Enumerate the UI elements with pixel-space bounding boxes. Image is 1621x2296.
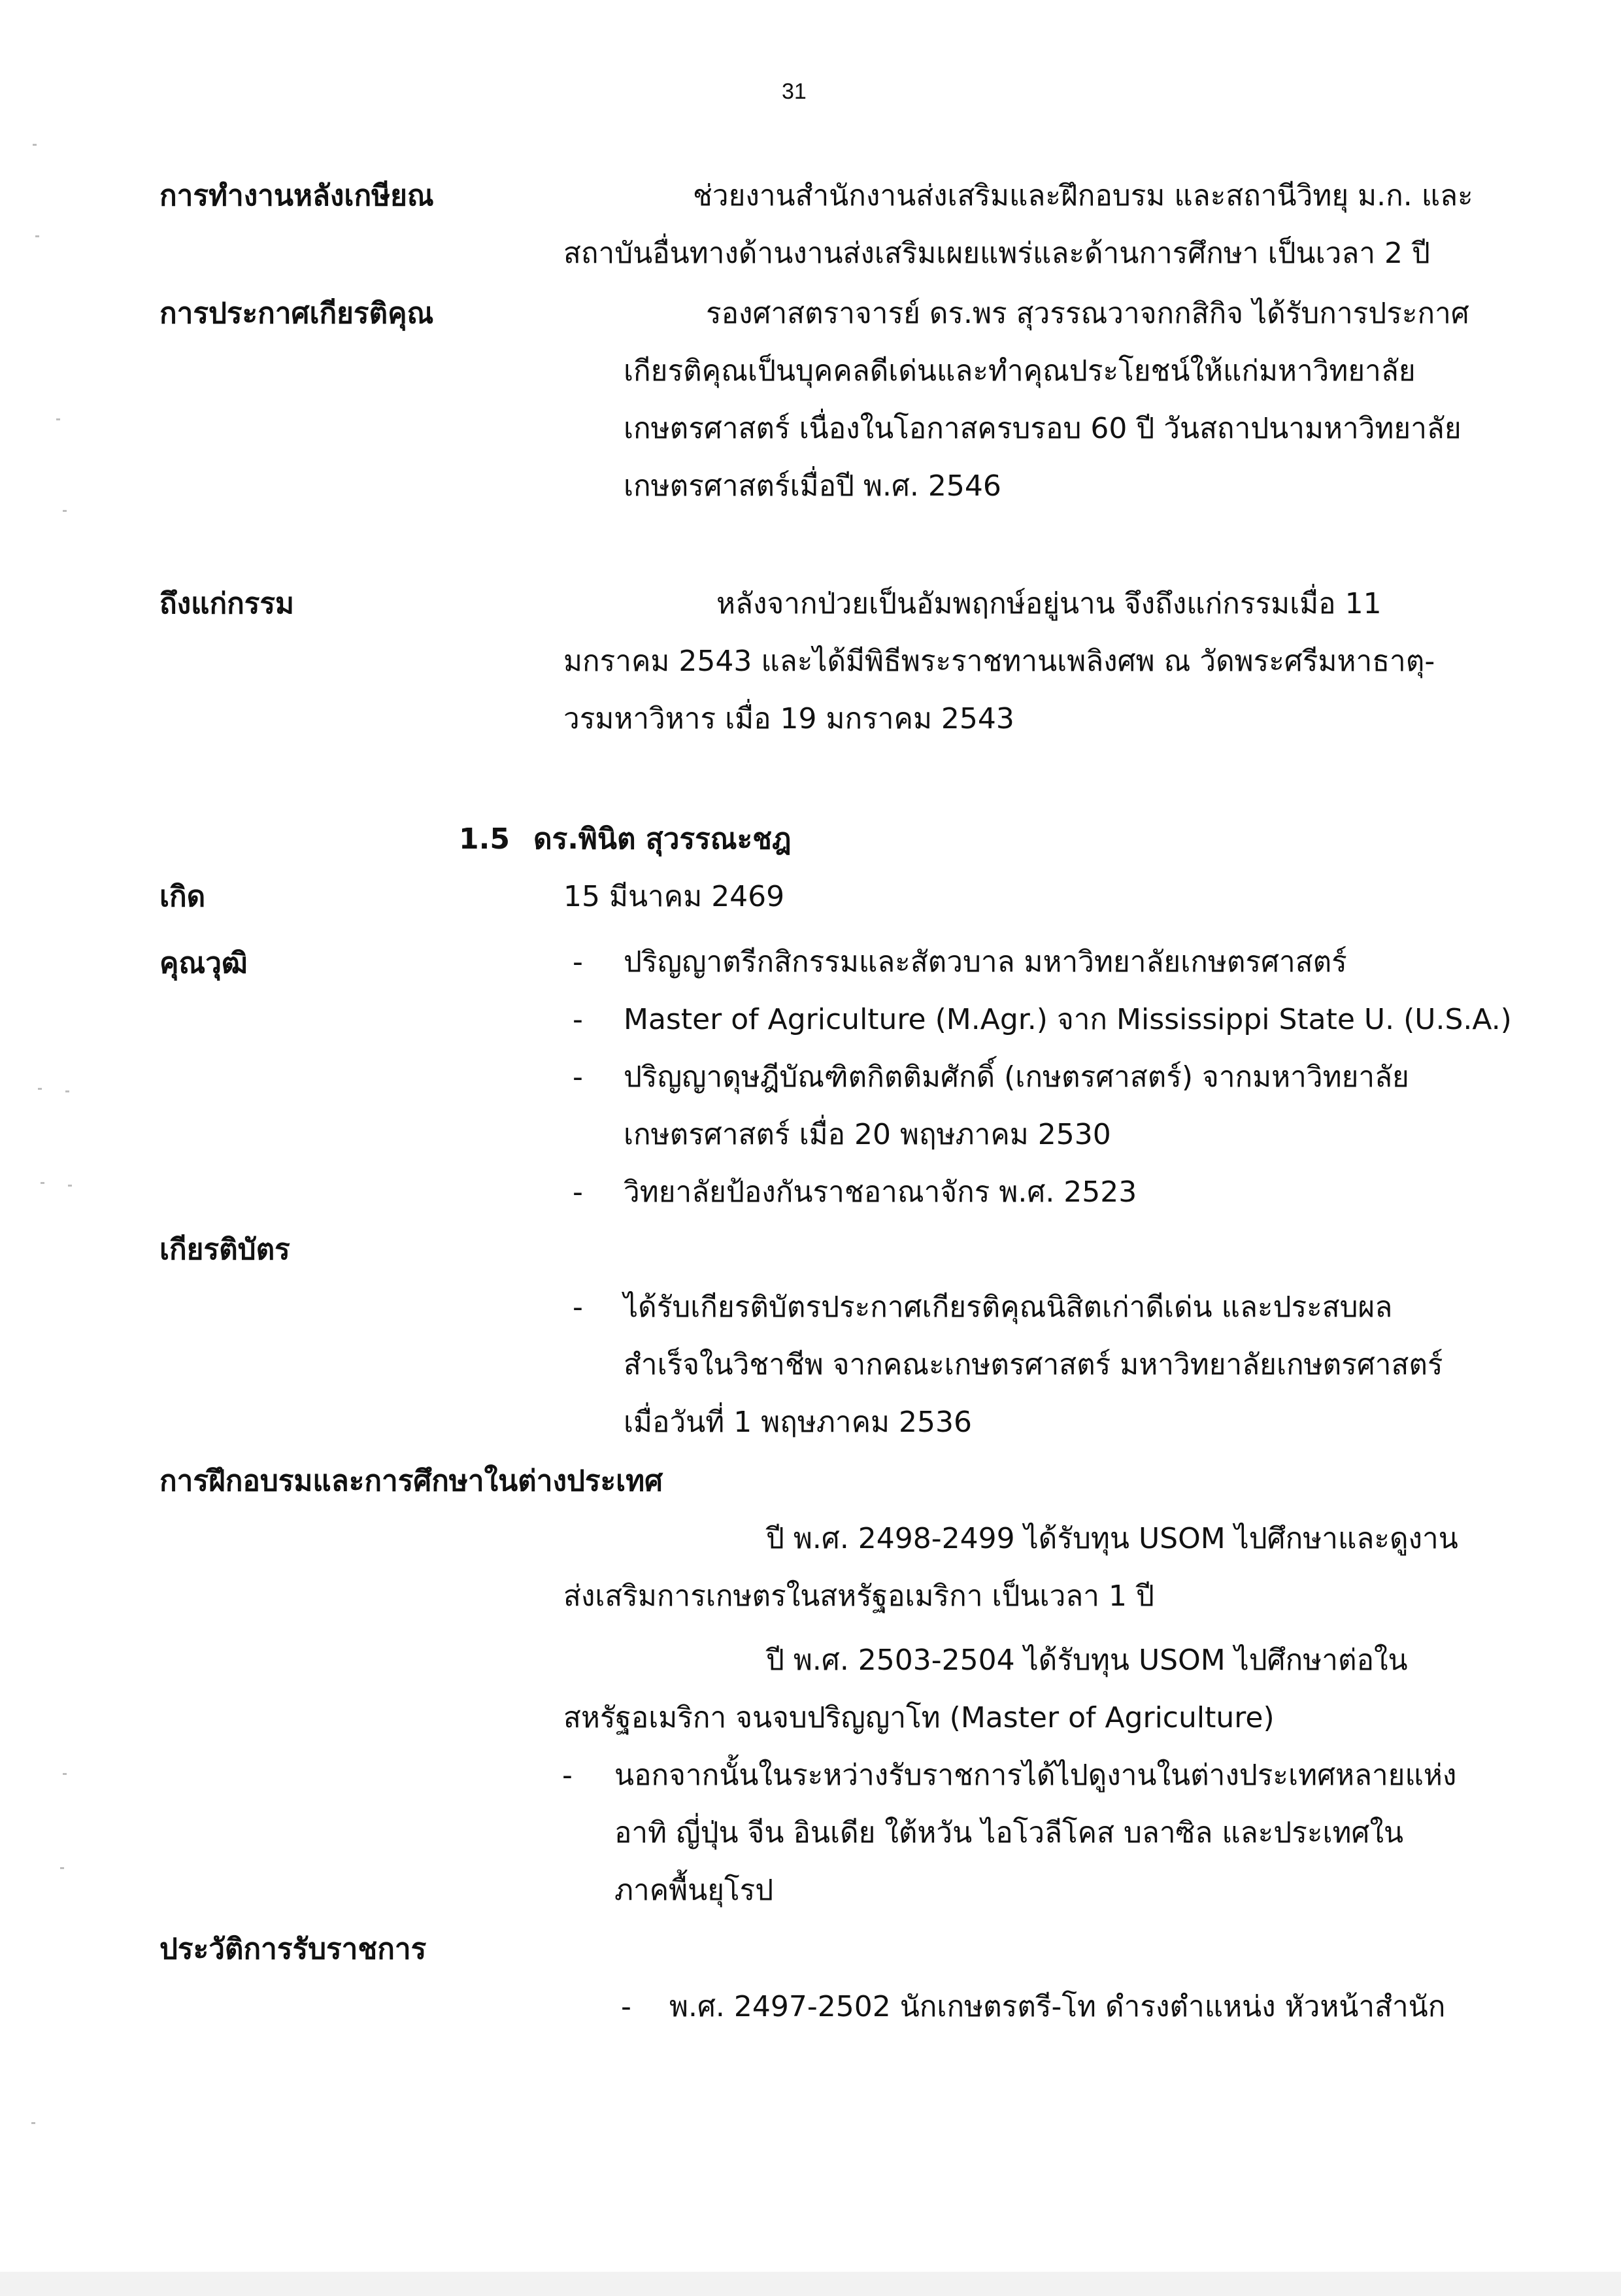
qualification-item: เกษตรศาสตร์ เมื่อ 20 พฤษภาคม 2530	[624, 1118, 1111, 1151]
bullet-dash: -	[562, 1759, 573, 1792]
scan-speck	[56, 418, 60, 420]
bullet-dash: -	[573, 945, 583, 979]
scan-bottom-edge	[0, 2272, 1621, 2296]
scan-speck	[63, 510, 67, 512]
bullet-dash: -	[573, 1175, 583, 1209]
qualifications-heading: คุณวุฒิ	[159, 947, 248, 980]
death-line: หลังจากป่วยเป็นอัมพฤกษ์อยู่นาน จึงถึงแก่กรรมเมื่อ 11	[716, 587, 1382, 620]
qualification-item: ปริญญาตรีกสิกรรมและสัตวบาล มหาวิทยาลัยเกษตรศาสตร์	[624, 945, 1347, 979]
section-number: 1.5	[459, 822, 510, 856]
honor-line: เกษตรศาสตร์ เนื่องในโอกาสครบรอบ 60 ปี วันสถาปนามหาวิทยาลัย	[624, 412, 1462, 445]
death-line: มกราคม 2543 และได้มีพิธีพระราชทานเพลิงศพ ณ วัดพระศรีมหาธาตุ-	[563, 645, 1435, 678]
honor-heading: การประกาศเกียรติคุณ	[159, 297, 434, 330]
service-line: พ.ศ. 2497-2502 นักเกษตรตรี-โท ดำรงตำแหน่ง หัวหน้าสำนัก	[669, 1990, 1446, 2023]
retirement-heading: การทำงานหลังเกษียณ	[159, 179, 434, 212]
death-line: วรมหาวิหาร เมื่อ 19 มกราคม 2543	[563, 702, 1014, 735]
scan-speck	[38, 1088, 42, 1090]
bullet-dash: -	[573, 1003, 583, 1036]
born-value: 15 มีนาคม 2469	[563, 880, 785, 913]
service-heading: ประวัติการรับราชการ	[159, 1933, 427, 1966]
scan-speck	[68, 1185, 72, 1187]
scan-speck	[33, 144, 37, 146]
certificate-heading: เกียรติบัตร	[159, 1233, 290, 1266]
scan-speck	[41, 1182, 44, 1184]
training-line: อาทิ ญี่ปุ่น จีน อินเดีย ใต้หวัน ไอโวลีโคส บลาซิล และประเทศใน	[614, 1816, 1404, 1849]
training-line: ปี พ.ศ. 2503-2504 ได้รับทุน USOM ไปศึกษาต่อใน	[766, 1644, 1408, 1677]
qualification-item: วิทยาลัยป้องกันราชอาณาจักร พ.ศ. 2523	[624, 1175, 1137, 1209]
scan-speck	[35, 235, 39, 237]
retirement-line: สถาบันอื่นทางด้านงานส่งเสริมเผยแพร่และด้านการศึกษา เป็นเวลา 2 ปี	[563, 237, 1430, 270]
bullet-dash: -	[573, 1060, 583, 1094]
section-title: ดร.พินิต สุวรรณะชฎ	[533, 822, 792, 856]
page-number: 31	[782, 79, 807, 104]
death-heading: ถึงแก่กรรม	[159, 587, 295, 620]
bullet-dash: -	[573, 1291, 583, 1324]
training-line: สหรัฐอเมริกา จนจบปริญญาโท (Master of Agriculture)	[563, 1701, 1275, 1734]
training-heading: การฝึกอบรมและการศึกษาในต่างประเทศ	[159, 1464, 663, 1498]
honor-line: เกษตรศาสตร์เมื่อปี พ.ศ. 2546	[624, 469, 1001, 503]
scan-speck	[31, 2122, 35, 2124]
training-line: นอกจากนั้นในระหว่างรับราชการได้ไปดูงานในต่างประเทศหลายแห่ง	[614, 1759, 1457, 1792]
training-line: ภาคพื้นยุโรป	[614, 1874, 774, 1907]
born-heading: เกิด	[159, 880, 206, 913]
scan-speck	[65, 1090, 69, 1092]
bullet-dash: -	[621, 1990, 631, 2023]
training-line: ส่งเสริมการเกษตรในสหรัฐอเมริกา เป็นเวลา 1 ปี	[563, 1579, 1154, 1613]
training-line: ปี พ.ศ. 2498-2499 ได้รับทุน USOM ไปศึกษาและดูงาน	[766, 1522, 1458, 1555]
certificate-line: ได้รับเกียรติบัตรประกาศเกียรติคุณนิสิตเก่าดีเด่น และประสบผล	[624, 1291, 1393, 1324]
retirement-line: ช่วยงานสำนักงานส่งเสริมและฝึกอบรม และสถานีวิทยุ ม.ก. และ	[693, 179, 1473, 212]
honor-line: เกียรติคุณเป็นบุคคลดีเด่นและทำคุณประโยชน์ให้แก่มหาวิทยาลัย	[624, 354, 1416, 388]
honor-line: รองศาสตราจารย์ ดร.พร สุวรรณวาจกกสิกิจ ได้รับการประกาศ	[706, 297, 1469, 330]
scan-speck	[63, 1773, 67, 1775]
scan-speck	[60, 1867, 64, 1869]
qualification-item: ปริญญาดุษฎีบัณฑิตกิตติมศักดิ์ (เกษตรศาสตร์) จากมหาวิทยาลัย	[624, 1060, 1409, 1094]
qualification-item: Master of Agriculture (M.Agr.) จาก Mississippi State U. (U.S.A.)	[624, 1003, 1512, 1036]
certificate-line: เมื่อวันที่ 1 พฤษภาคม 2536	[624, 1406, 972, 1439]
certificate-line: สำเร็จในวิชาชีพ จากคณะเกษตรศาสตร์ มหาวิทยาลัยเกษตรศาสตร์	[624, 1348, 1443, 1381]
